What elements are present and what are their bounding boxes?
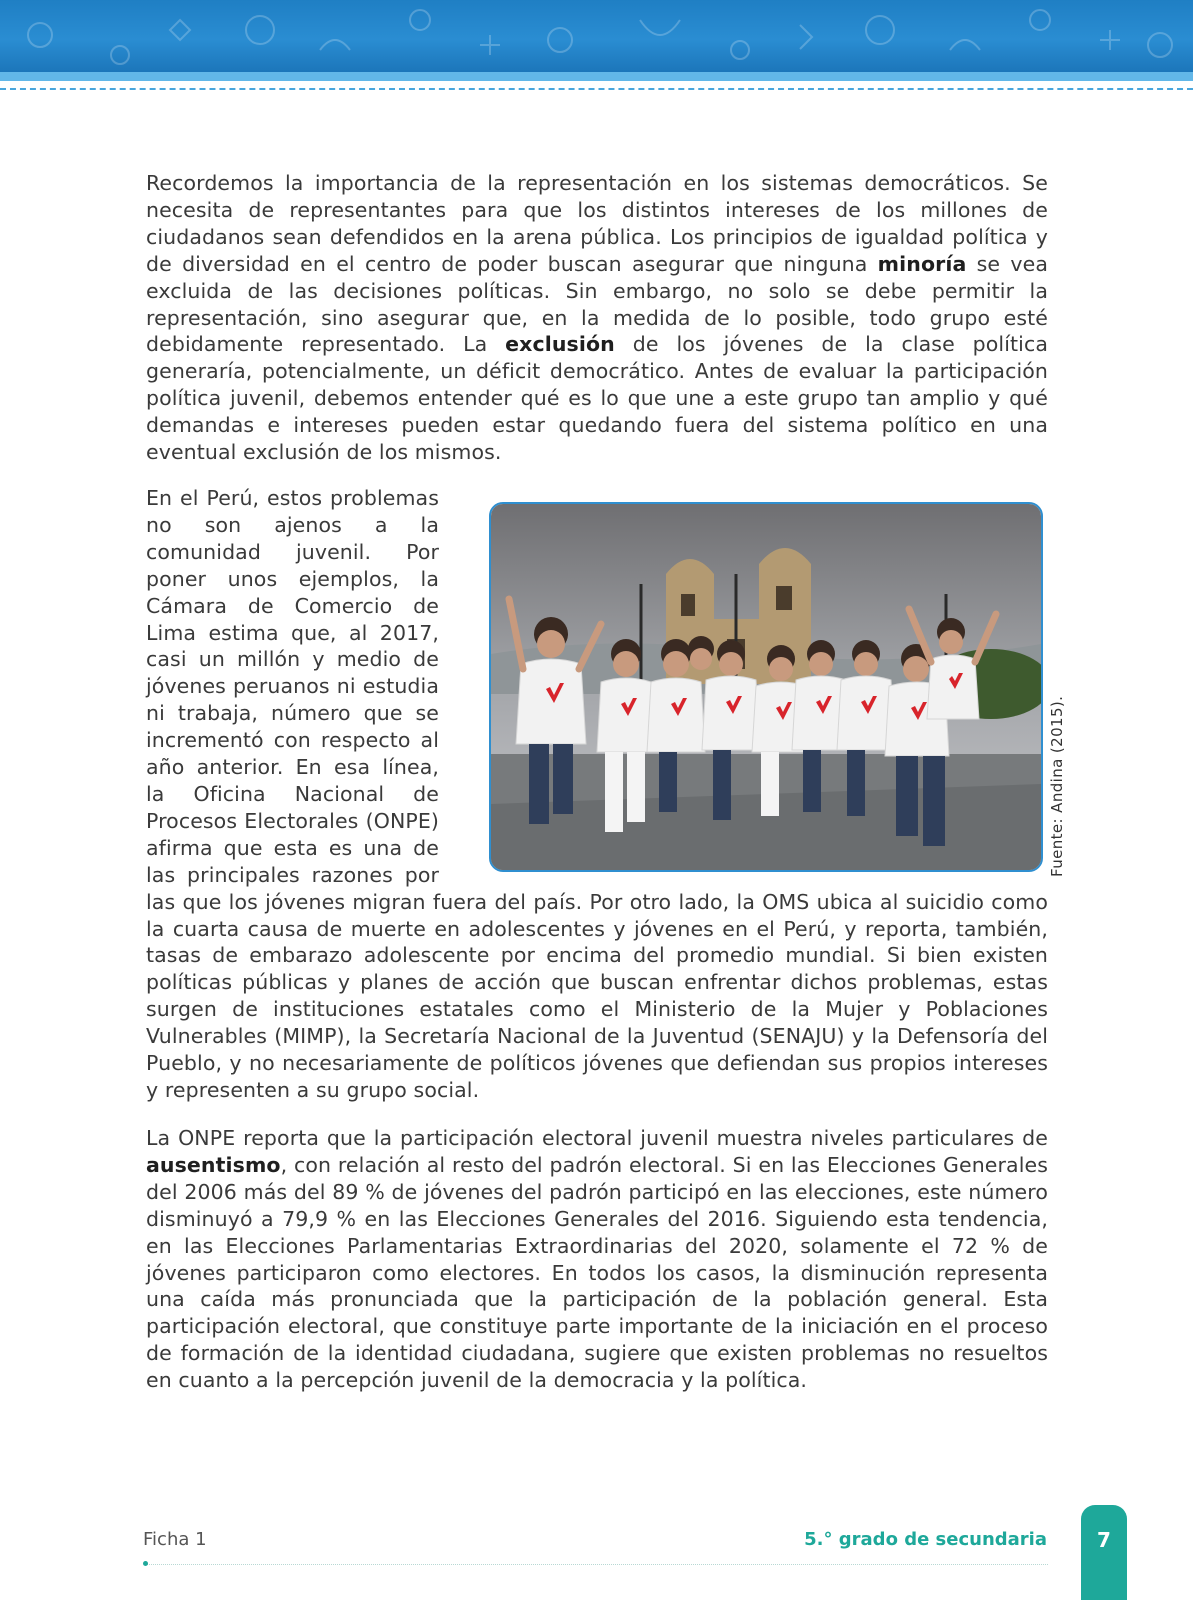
paragraph-representation [146, 170, 1048, 466]
page-number-tab [1081, 1505, 1127, 1600]
photo-caption: Fuente: Andina (2015). [1048, 695, 1066, 877]
bold-term-exclusion: exclusión [505, 332, 615, 357]
paragraph-text: En el Perú, estos problemas no son ajenos a la comunidad juvenil. Por poner unos ejemplos, la Cámara de Comercio de Lima estima que, al 2017, casi un millón y medio de jóvenes peruanos ni estudia ni trabaja, número que se incrementó con respecto al año anterior. En esa línea, la Oficina Nacional de Procesos Electorales (ONPE) afirma que esta es una de las principales razones por las que los jóvenes migran fuera del país. Por otro lado, la OMS ubica al suicidio como la cuarta causa de muerte en adolescentes y jóvenes en el Perú, y reporta, también, tasas de embarazo adolescente por encima del promedio mundial. Si bien existen políticas públicas y planes de acción que buscan enfrentar dichos problemas, estas surgen de instituciones estatales como el Ministerio de la Mujer y Poblaciones Vulnerables (MIMP), la Secretaría Nacional de la Juventud (SENAJU) y la Defensoría del Pueblo, y no necesariamente de políticos jóvenes que defiendan sus propios intereses y representen a su grupo social. [146, 486, 1048, 1102]
header-dashed-divider [0, 88, 1193, 90]
paragraph-text: Recordemos la importancia de la representación en los sistemas democráticos. Se necesita de representantes para que los distintos intereses de los millones de ciudadanos sean defendidos en la arena pública. Los principios de igualdad política y de diversidad en el centro de poder buscan asegurar que ninguna [146, 171, 1048, 276]
footer-grade-label: 5.° grado de secundaria [804, 1529, 1047, 1550]
footer-sheet-label: Ficha 1 [143, 1529, 207, 1550]
doodle-pattern-icon [0, 0, 1193, 72]
paragraph-text: se vea excluida de las decisiones políticas. Sin embargo, no solo se debe permitir la representación, sino asegurar que, en la medida de lo posible, todo grupo esté debidamente representado. La [146, 251, 1048, 357]
page-number: 7 [1097, 1528, 1111, 1552]
paragraph-text: de los jóvenes de la clase política generaría, potencialmente, un déficit democrático. Antes de evaluar la participación política juvenil, debemos entender qué es lo que une a este grupo tan amplio y qué demandas e intereses pueden estar quedando fuera del sistema político en una eventual exclusión de los mismos. [146, 332, 1048, 465]
bold-term-ausentismo: ausentismo [146, 1152, 281, 1177]
bold-term-minoria: minoría [877, 251, 967, 276]
paragraph-onpe-absenteeism [146, 1125, 1048, 1394]
paragraph-text: , con relación al resto del padrón electoral. Si en las Elecciones Generales del 2006 más del 89 % de jóvenes del padrón participó en las elecciones, este número disminuyó a 79,9 % en las Elecciones Generales del 2016. Siguiendo esta tendencia, en las Elecciones Parlamentarias Extraordinarias del 2020, solamente el 72 % de jóvenes participaron como electores. En todos los casos, la disminución representa una caída más pronunciada que la participación de la población general. Esta participación electoral, que constituye parte importante de la iniciación en el proceso de formación de la identidad ciudadana, sugiere que existen problemas no resueltos en cuanto a la percepción juvenil de la democracia y la política. [146, 1152, 1048, 1393]
photo-illustration [491, 504, 1041, 870]
header-banner [0, 0, 1193, 72]
footer-dot-icon [143, 1561, 148, 1566]
paragraph-text: La ONPE reporta que la participación electoral juvenil muestra niveles particulares de [146, 1126, 1048, 1150]
footer-divider [146, 1564, 1048, 1565]
youth-volunteers-photo [489, 502, 1043, 872]
header-strip [0, 72, 1193, 81]
